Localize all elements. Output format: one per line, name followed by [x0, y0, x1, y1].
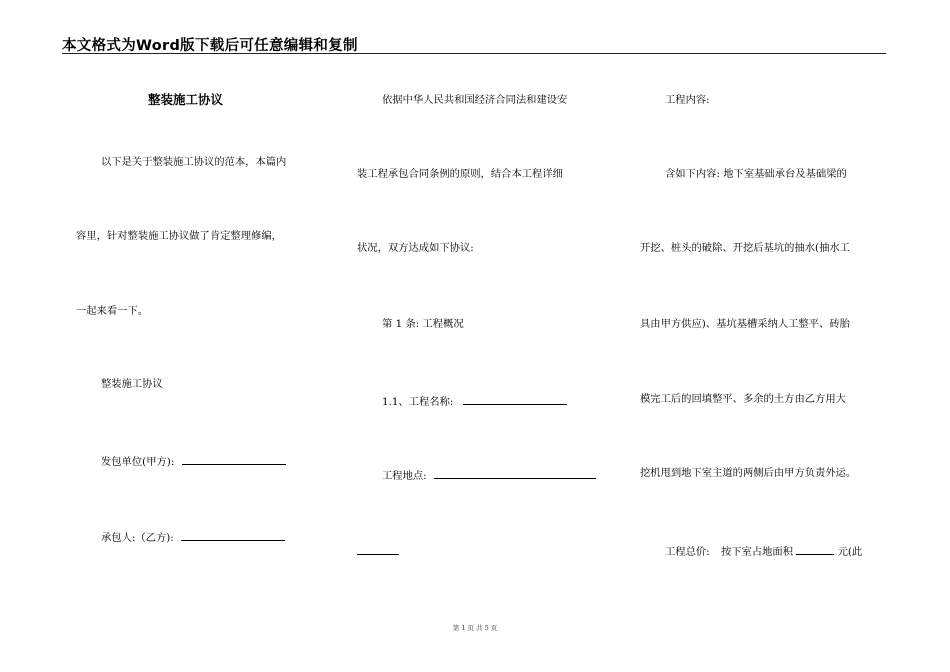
- document-title: 整装施工协议: [148, 92, 224, 107]
- total-price-text-b: 元(此: [837, 546, 863, 558]
- intro-line-3: 一起来看一下。: [76, 305, 149, 317]
- content-line-5: 挖机甩到地下室主道的两侧后由甲方负责外运。: [640, 467, 857, 479]
- intro-line-1: 以下是关于整装施工协议的范本，本篇内: [101, 156, 287, 168]
- party-a-row: [101, 453, 286, 468]
- project-location-continuation: [357, 543, 399, 558]
- project-name-row: [382, 393, 567, 408]
- project-name-label: 1.1、工程名称:: [382, 396, 454, 408]
- header-banner: 本文格式为Word版下载后可任意编辑和复制: [62, 38, 358, 54]
- left-column: [62, 0, 330, 672]
- content-line-4: 模完工后的回填整平、多余的土方由乙方用大: [640, 393, 846, 405]
- content-line-1: 含如下内容: 地下室基础承台及基础梁的: [665, 168, 847, 180]
- middle-column: [357, 0, 617, 672]
- party-b-row: [101, 529, 285, 544]
- project-location-blank-2: [357, 543, 399, 555]
- content-line-3: 具由甲方供应)、基坑基槽采纳人工整平、砖胎: [640, 318, 850, 330]
- project-location-label: 工程地点:: [382, 470, 427, 482]
- content-line-2: 开挖、桩头的破除、开挖后基坑的抽水(抽水工: [640, 242, 850, 254]
- party-a-blank: [182, 453, 286, 465]
- content-label: 工程内容:: [665, 94, 710, 106]
- right-column: [640, 0, 890, 672]
- total-price-row: [665, 543, 862, 558]
- total-price-text-a: 按下室占地面积: [720, 546, 794, 558]
- party-b-label: 承包人:（乙方):: [101, 532, 174, 544]
- page-footer: 第 1 页 共 5 页: [452, 624, 498, 632]
- total-price-label: 工程总价:: [665, 546, 710, 558]
- basis-line-1: 依据中华人民共和国经济合同法和建设安: [382, 94, 568, 106]
- agreement-subtitle: 整装施工协议: [101, 378, 163, 390]
- party-b-blank: [181, 529, 285, 541]
- party-a-label: 发包单位(甲方):: [101, 456, 175, 468]
- article-1-heading: 第 1 条: 工程概况: [382, 318, 464, 330]
- basis-line-2: 装工程承包合同条例的原则，结合本工程详细: [357, 168, 563, 180]
- project-name-blank: [463, 393, 567, 405]
- basis-line-3: 状况，双方达成如下协议:: [357, 242, 474, 254]
- total-price-blank: [796, 543, 834, 555]
- project-location-row: [382, 467, 596, 482]
- project-location-blank: [434, 467, 596, 479]
- intro-line-2: 容里，针对整装施工协议做了肯定整理修编，: [76, 230, 282, 242]
